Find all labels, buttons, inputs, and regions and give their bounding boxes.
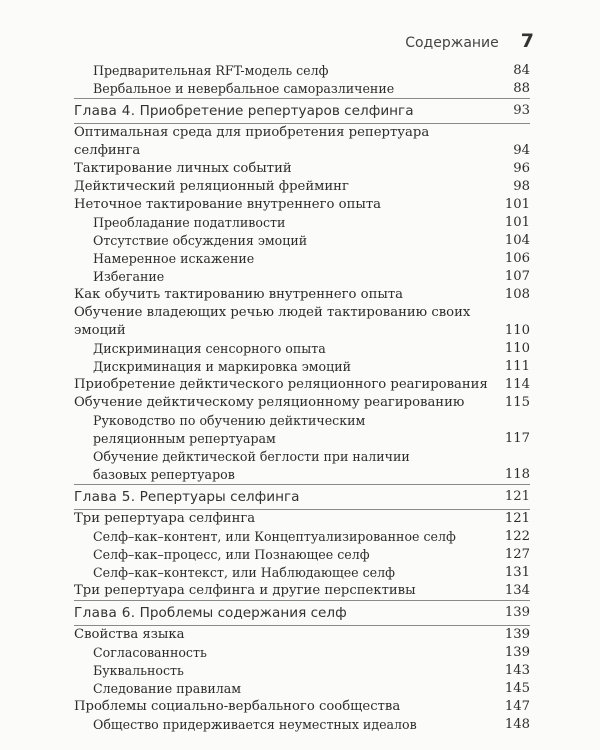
toc-entry-line: Общество придерживается неуместных идеалов (93, 717, 417, 732)
toc-page-number: 139 (504, 645, 530, 660)
toc-page-number: 106 (504, 251, 530, 266)
toc-entry-title (74, 286, 490, 304)
toc-subsection-entry (74, 528, 530, 546)
toc-page-number: 115 (504, 395, 530, 410)
toc-entry-line: Как обучить тактированию внутреннего опыта (74, 287, 404, 302)
toc-page-number: 139 (504, 605, 530, 620)
toc-entry-title (93, 412, 490, 448)
toc-entry-line: Свойства языка (74, 627, 185, 642)
toc-chapter-heading (74, 485, 530, 509)
toc-entry-line: Дейктический реляционный фрейминг (74, 179, 349, 194)
toc-section-entry (74, 510, 530, 528)
toc-entry-title (74, 485, 490, 509)
toc-page-number: 145 (504, 681, 530, 696)
toc-entry-line: Предварительная RFT-модель селф (93, 63, 329, 78)
toc-page-number: 121 (504, 489, 530, 504)
toc-entry-title (74, 582, 490, 600)
toc-entry-title (74, 601, 490, 625)
toc-entry-title (74, 376, 490, 394)
toc-entry-line: Преобладание податливости (93, 215, 286, 230)
toc-entry-title (93, 528, 490, 546)
toc-subsection-entry (74, 214, 530, 232)
toc-page-number: 122 (504, 529, 530, 544)
toc-section-entry (74, 394, 530, 412)
toc-entry-line: Селф–как–контекст, или Наблюдающее селф (93, 565, 395, 580)
toc-page-number: 134 (504, 583, 530, 598)
toc-entry-title (74, 698, 490, 716)
toc-subsection-entry (74, 80, 530, 98)
toc-entry-line: Селф–как–процесс, или Познающее селф (93, 547, 370, 562)
toc-subsection-entry (74, 716, 530, 734)
chapter-title: Проблемы содержания селф (139, 605, 347, 621)
toc-entry-line: Три репертуара селфинга (74, 511, 256, 526)
toc-page-number: 101 (504, 215, 530, 230)
toc-subsection-entry (74, 358, 530, 376)
toc-entry-title (74, 178, 490, 196)
toc-entry-title (93, 232, 490, 250)
toc-entry-line: Избегание (93, 269, 165, 284)
toc-entry-title (74, 394, 490, 412)
toc-entry-line: Обучение дейктическому реляционному реагированию (74, 395, 465, 410)
toc-page-number: 110 (504, 323, 530, 338)
toc-entry-title (93, 268, 490, 286)
toc-page-number: 143 (504, 663, 530, 678)
toc-page-number: 121 (504, 511, 530, 526)
toc-entry-title (74, 124, 490, 160)
toc-subsection-entry (74, 250, 530, 268)
toc-section-entry (74, 698, 530, 716)
toc-subsection-entry (74, 546, 530, 564)
toc-entry-title (93, 80, 490, 98)
chapter-number: Глава 5. (74, 489, 136, 505)
toc-entry-title (74, 510, 490, 528)
toc-entry-line: Три репертуара селфинга и другие перспективы (74, 583, 416, 598)
running-head (405, 30, 534, 52)
toc-entry-title (93, 716, 490, 734)
toc-entry-line: Намеренное искажение (93, 251, 255, 266)
toc-page-number: 147 (504, 699, 530, 714)
page-number: 7 (520, 30, 534, 52)
chapter-title: Приобретение репертуаров селфинга (139, 103, 414, 119)
toc-entry-line: Дискриминация сенсорного опыта (93, 341, 326, 356)
toc-entry-line: Дискриминация и маркировка эмоций (93, 359, 352, 374)
toc-page-number: 94 (513, 143, 530, 158)
toc-entry-line: Селф–как–контент, или Концептуализированное селф (93, 529, 456, 544)
toc-entry-line: реляционным репертуарам (93, 431, 276, 446)
toc-chapter-heading (74, 99, 530, 123)
toc-entry-title (93, 662, 490, 680)
toc-entry-title (93, 546, 490, 564)
toc-entry-line: Руководство по обучению дейктическим (93, 413, 366, 428)
toc-section-entry (74, 304, 530, 340)
toc-entry-line: Отсутствие обсуждения эмоций (93, 233, 308, 248)
toc-page-number: 139 (504, 627, 530, 642)
toc-page-number: 104 (504, 233, 530, 248)
toc-entry-title (93, 214, 490, 232)
toc-section-entry (74, 582, 530, 600)
toc-page-number: 93 (513, 103, 530, 118)
toc-page-number: 84 (513, 63, 530, 78)
toc-page-number: 148 (504, 717, 530, 732)
toc-page-number: 101 (504, 197, 530, 212)
toc-entry-line: Согласованность (93, 645, 207, 660)
toc-subsection-entry (74, 644, 530, 662)
toc-subsection-entry (74, 268, 530, 286)
toc-entry-line: Приобретение дейктического реляционного реагирования (74, 377, 488, 392)
toc-entry-line: Буквальность (93, 663, 184, 678)
toc-entry-line: базовых репертуаров (93, 467, 235, 482)
toc-entry-title (93, 644, 490, 662)
toc-section-entry (74, 376, 530, 394)
toc-page-number: 118 (504, 467, 530, 482)
toc-subsection-entry (74, 412, 530, 448)
toc-page-number: 131 (504, 565, 530, 580)
toc-page-number: 114 (504, 377, 530, 392)
toc-chapter-heading (74, 601, 530, 625)
chapter-number: Глава 4. (74, 103, 136, 119)
toc-page-number: 117 (504, 431, 530, 446)
table-of-contents (74, 62, 530, 734)
toc-entry-title (74, 99, 490, 123)
toc-page-number: 98 (513, 179, 530, 194)
toc-entry-title (93, 680, 490, 698)
toc-page-number: 111 (504, 359, 530, 374)
toc-entry-title (93, 340, 490, 358)
toc-entry-title (74, 196, 490, 214)
toc-page-number: 96 (513, 161, 530, 176)
toc-page-number: 88 (513, 81, 530, 96)
toc-entry-line: Следование правилам (93, 681, 242, 696)
toc-section-entry (74, 626, 530, 644)
toc-subsection-entry (74, 448, 530, 484)
toc-subsection-entry (74, 662, 530, 680)
toc-entry-title (93, 448, 490, 484)
toc-entry-line: Неточное тактирование внутреннего опыта (74, 197, 382, 212)
toc-page-number: 127 (504, 547, 530, 562)
toc-entry-title (93, 564, 490, 582)
toc-entry-line: Тактирование личных событий (74, 161, 292, 176)
toc-section-entry (74, 178, 530, 196)
toc-entry-title (93, 358, 490, 376)
toc-entry-title (93, 250, 490, 268)
running-title: Содержание (405, 35, 499, 51)
toc-subsection-entry (74, 232, 530, 250)
toc-entry-title (74, 626, 490, 644)
toc-subsection-entry (74, 62, 530, 80)
chapter-number: Глава 6. (74, 605, 136, 621)
toc-entry-title (93, 62, 490, 80)
toc-entry-line: Проблемы социально-вербального сообщества (74, 699, 401, 714)
toc-page-number: 108 (504, 287, 530, 302)
toc-page-number: 107 (504, 269, 530, 284)
toc-subsection-entry (74, 340, 530, 358)
toc-entry-line: Обучение дейктической беглости при наличии (93, 449, 410, 464)
chapter-title: Репертуары селфинга (139, 489, 300, 505)
toc-subsection-entry (74, 680, 530, 698)
toc-entry-line: Оптимальная среда для приобретения репертуара селфинга (74, 125, 430, 158)
toc-subsection-entry (74, 564, 530, 582)
toc-page-number: 110 (504, 341, 530, 356)
toc-section-entry (74, 124, 530, 160)
toc-section-entry (74, 286, 530, 304)
toc-entry-line: Вербальное и невербальное саморазличение (93, 81, 395, 96)
toc-section-entry (74, 196, 530, 214)
toc-entry-title (74, 304, 490, 340)
toc-entry-line: Обучение владеющих речью людей тактированию своих эмоций (74, 305, 471, 338)
toc-section-entry (74, 160, 530, 178)
toc-entry-title (74, 160, 490, 178)
